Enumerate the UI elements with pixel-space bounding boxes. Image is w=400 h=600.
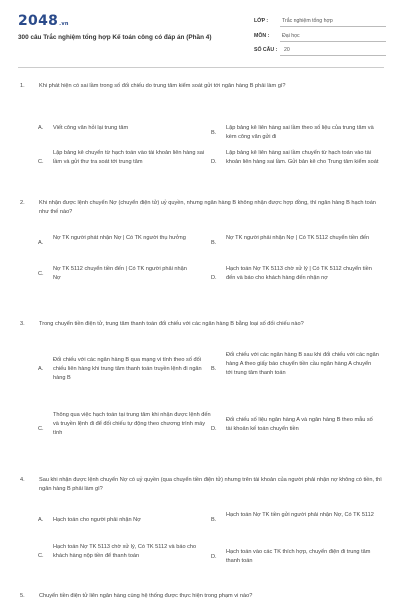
option-letter: A.: [38, 517, 44, 523]
option-text: Hạch toán Nợ TK tiền gửi người phải nhận Nợ, Có TK 5112: [226, 512, 374, 518]
option-text: Hạch toán Nợ TK 5113 chờ xử lý, Có TK 5112 và báo cho khách hàng nộp tiền để thanh toán: [53, 544, 197, 559]
logo-text: 2048: [18, 13, 59, 29]
question-text: Khi nhận được lệnh chuyển Nợ (chuyển điện tử) uỷ quyền, nhưng ngân hàng B không nhận được hợp đồng, thì ngân hàng B hạch toán như thế nào?: [39, 200, 376, 215]
question-text: Trong chuyển tiền điện tử, trung tâm thanh toán đối chiếu với các ngân hàng B bằng loại số đối chiếu nào?: [39, 321, 304, 327]
option-letter: B.: [211, 517, 217, 523]
option-text: Lập bảng kê liên hàng sai lầm chuyển từ hạch toán vào tài khoản liên hàng sai lầm. Gửi bản kê cho Trung tâm kiểm soát: [226, 150, 379, 165]
meta-count-label: SỐ CÂU :: [254, 47, 278, 53]
question-number: 3.: [20, 321, 25, 327]
logo-suffix: .vn: [59, 21, 69, 27]
meta-subject-value: Đại học: [282, 33, 300, 39]
question-4: [20, 476, 382, 494]
question-text: Khi phát hiện có sai lầm trong số đối chiếu do trung tâm kiểm soát gửi tới ngân hàng B phải làm gì?: [39, 83, 286, 89]
question-number: 4.: [20, 477, 25, 483]
option-text: Lập bảng kê liên hàng sai lầm theo số liệu của trung tâm và kèm công văn gửi đi: [226, 125, 374, 140]
question-text: Chuyển tiền điện tử liên ngân hàng cùng hệ thống được thực hiện trong phạm vi nào?: [39, 593, 253, 599]
option-text: Viết công văn hỏi lại trung tâm: [53, 125, 129, 131]
document-title: 300 câu Trắc nghiệm tổng hợp Kế toán công có đáp án (Phần 4): [18, 34, 212, 41]
option-letter: A.: [38, 240, 44, 246]
question-1: [20, 82, 382, 91]
option-text: Thông qua việc hạch toán tại trung tâm khi nhận được lệnh đến và truyền lệnh đi để đối chiếu tự động theo chương trình máy tính: [53, 412, 211, 436]
option-text: Lập bảng kê chuyển từ hạch toán vào tài khoản liên hàng sai lầm và gửi thư tra soát tới trung tâm: [53, 150, 205, 165]
question-number: 1.: [20, 83, 25, 89]
question-text: Sau khi nhận được lệnh chuyển Nợ có uỷ quyền (qua chuyển tiền điện tử) nhưng trên tài khoản của người phải nhận nợ không có tiền, thì ngân hàng B phải làm gì?: [39, 477, 382, 492]
option-text: Đối chiếu với các ngân hàng B sau khi đối chiếu với các ngân hàng A theo giấy báo chuyển tiền cầu ngân hàng A chuyển tới trung tâm thanh toán: [226, 352, 379, 376]
option-text: Nợ TK người phải nhận Nợ | Có TK 5112 chuyển tiền đến: [226, 235, 370, 241]
option-letter: B.: [211, 366, 217, 372]
header-divider: [18, 67, 384, 68]
option-letter: D.: [211, 159, 217, 165]
option-letter: A.: [38, 366, 44, 372]
option-text: Đối chiếu số liệu ngân hàng A và ngân hàng B theo mẫu số tài khoản kế toán chuyển tiền: [226, 417, 373, 432]
option-letter: B.: [211, 240, 217, 246]
option-letter: D.: [211, 275, 217, 281]
question-2: [20, 199, 382, 217]
meta-divider: [280, 41, 386, 42]
option-letter: D.: [211, 426, 217, 432]
option-letter: C.: [38, 553, 44, 559]
option-letter: C.: [38, 271, 44, 277]
meta-subject-label: MÔN :: [254, 33, 270, 39]
option-letter: A.: [38, 125, 44, 131]
question-5: [20, 592, 382, 600]
option-letter: C.: [38, 426, 44, 432]
meta-divider: [280, 55, 386, 56]
option-text: Hạch toán vào các TK thích hợp, chuyển điện đi trung tâm thanh toán: [226, 549, 371, 564]
option-letter: C.: [38, 159, 44, 165]
meta-class-value: Trắc nghiệm tổng hợp: [282, 18, 333, 24]
option-text: Hạch toán Nợ TK 5113 chờ xử lý | Có TK 5112 chuyển tiền đến và báo cho khách hàng đến nhận nợ: [226, 266, 372, 281]
option-text: Nợ TK 5112 chuyển tiền đến | Có TK người phải nhận Nợ: [53, 266, 187, 281]
meta-class-label: LỚP :: [254, 18, 269, 24]
question-3: [20, 320, 382, 329]
option-letter: D.: [211, 554, 217, 560]
question-number: 2.: [20, 200, 25, 206]
meta-count-value: 20: [284, 47, 290, 53]
meta-divider: [280, 26, 386, 27]
question-number: 5.: [20, 593, 25, 599]
option-text: Nợ TK người phát nhận Nợ | Có TK người thụ hưởng: [53, 235, 186, 241]
option-text: Đối chiếu với các ngân hàng B qua mạng vi tính theo số đối chiếu liên hàng khi trung tâm thanh toán truyền lệnh đi ngân hàng B: [53, 357, 202, 381]
page-header: [0, 0, 400, 75]
option-text: Hạch toán cho người phải nhận Nợ: [53, 517, 141, 523]
site-logo[interactable]: [18, 13, 69, 29]
option-letter: B.: [211, 130, 217, 136]
